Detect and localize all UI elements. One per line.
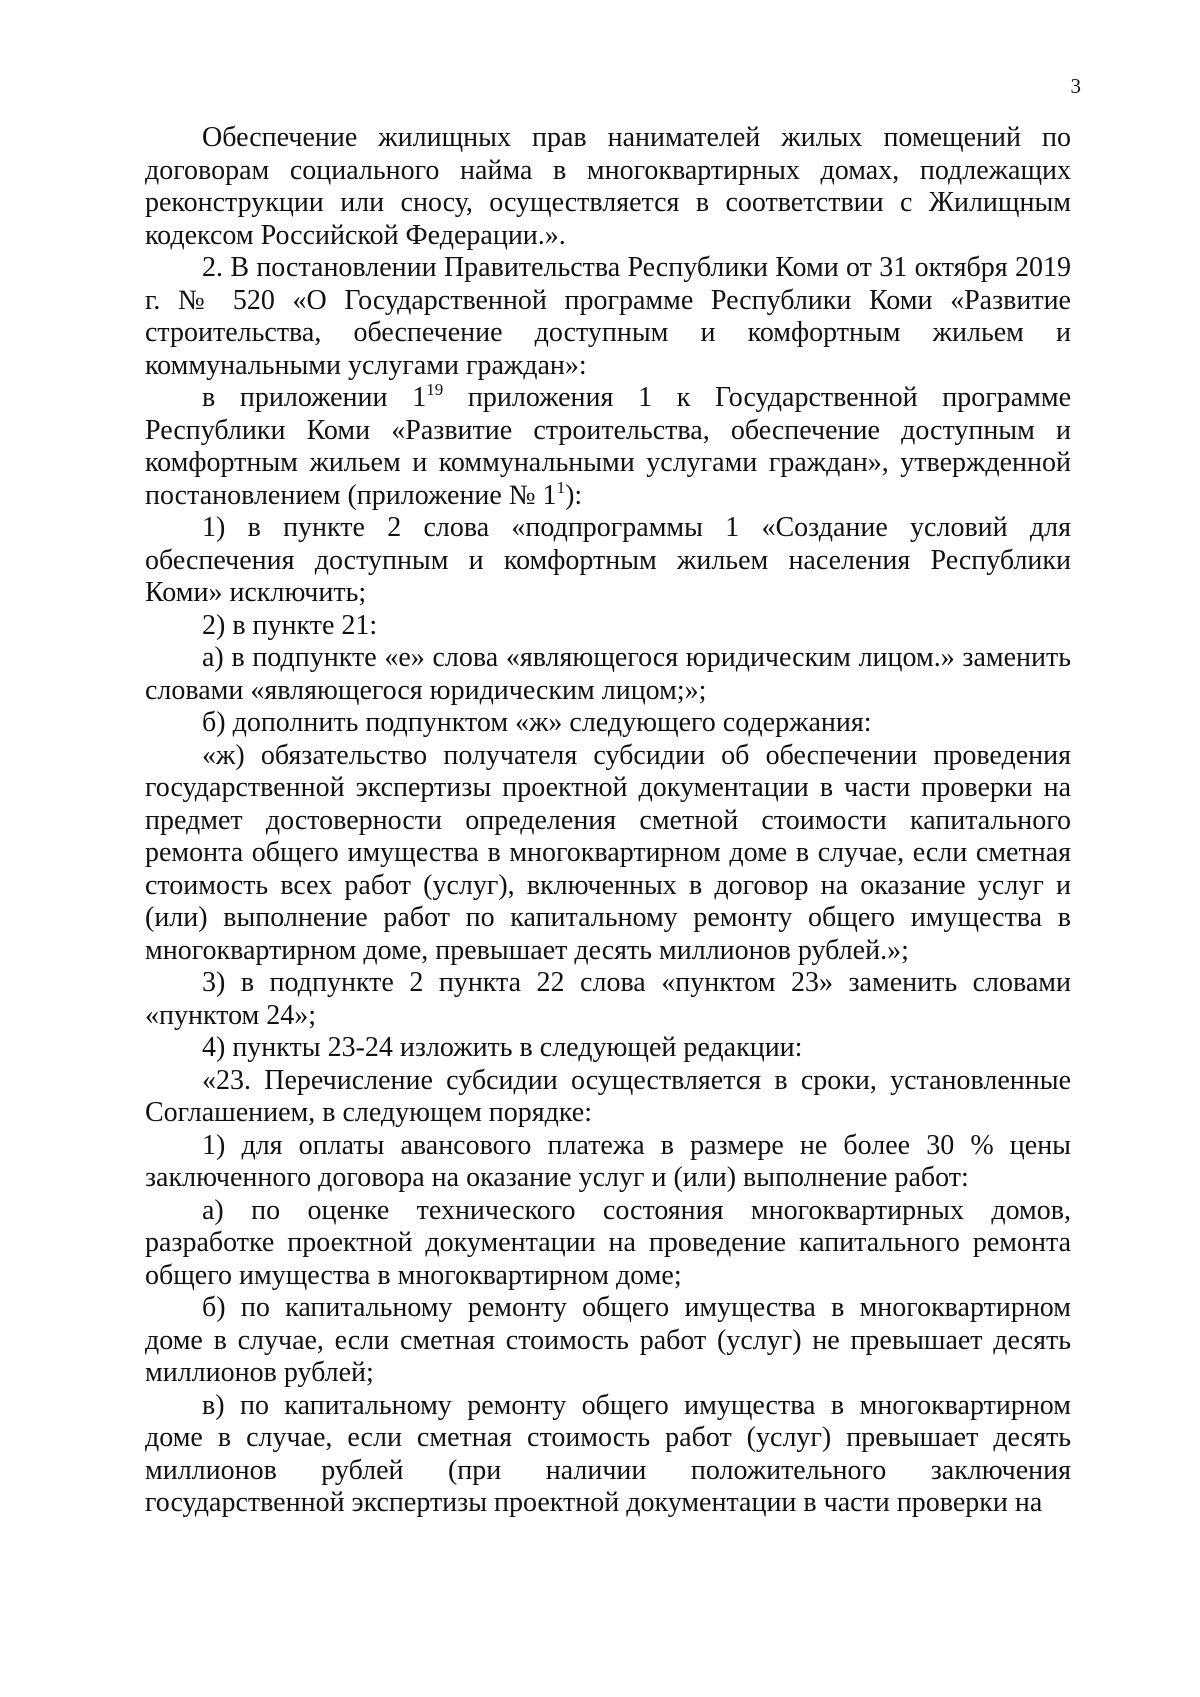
paragraph-subitem-2b: б) дополнить подпунктом «ж» следующего содержания:: [202, 707, 872, 738]
paragraph-appendix-text-middle: приложения 1 к Государственной программе Республики Коми «Развитие строительства, обеспечение доступным и комфортным жильем и коммунальными услугами граждан», утвержденной постановлением (приложение № 1: [145, 382, 1071, 511]
superscript-1: 1: [556, 477, 566, 497]
paragraph-subitem-zh: «ж) обязательство получателя субсидии об обеспечении проведения государственной экспертизы проектной документации в части проверки на предмет достоверности определения сметной стоимости капитального ремонта общего имущества в многоквартирном доме в случае, если сметная стоимость всех работ (услуг), включенных в договор на оказание услуг и (или) выполнение работ по капитальному ремонту общего имущества в многоквартирном доме, превышает десять миллионов рублей.»;: [145, 739, 1071, 966]
paragraph-item-23: «23. Перечисление субсидии осуществляется в сроки, установленные Соглашением, в следующем порядке:: [145, 1064, 1071, 1128]
superscript-19: 19: [426, 380, 444, 399]
paragraph-subitem-3: 3) в подпункте 2 пункта 22 слова «пунктом 23» заменить словами «пунктом 24»;: [145, 967, 1071, 1031]
page-number: 3: [1070, 74, 1081, 98]
paragraph-item-23-1a: а) по оценке технического состояния многоквартирных домов, разработке проектной документации на проведение капитального ремонта общего имущества в многоквартирном доме;: [145, 1194, 1071, 1291]
document-body: [145, 122, 1071, 1520]
paragraph-subitem-2a: а) в подпункте «е» слова «являющегося юридическим лицом.» заменить словами «являющегося юридическим лицом;»;: [145, 642, 1071, 706]
paragraph-housing-rights: Обеспечение жилищных прав нанимателей жилых помещений по договорам социального найма в многоквартирных домах, подлежащих реконструкции или сносу, осуществляется в соответствии с Жилищным кодексом Российской Федерации.».: [145, 122, 1071, 251]
paragraph-subitem-4: 4) пункты 23-24 изложить в следующей редакции:: [202, 1032, 803, 1063]
paragraph-item-23-1: 1) для оплаты авансового платежа в размере не более 30 % цены заключенного договора на оказание услуг и (или) выполнение работ:: [145, 1129, 1071, 1193]
paragraph-subitem-1: 1) в пункте 2 слова «подпрограммы 1 «Создание условий для обеспечения доступным и комфортным жильем населения Республики Коми» исключить;: [145, 512, 1071, 608]
paragraph-appendix-text-end: ):: [565, 479, 583, 511]
paragraph-item-23-1v: в) по капитальному ремонту общего имущества в многоквартирном доме в случае, если сметная стоимость работ (услуг) превышает десять миллионов рублей (при наличии положительного заключения государственной экспертизы проектной документации в части проверки на: [145, 1389, 1071, 1518]
paragraph-subitem-2: 2) в пункте 21:: [202, 609, 378, 641]
paragraph-item-23-1b: б) по капитальному ремонту общего имущества в многоквартирном доме в случае, если сметная стоимость работ (услуг) не превышает десять миллионов рублей;: [145, 1292, 1071, 1388]
paragraph-appendix-text-start: в приложении 1: [202, 382, 427, 413]
paragraph-appendix: [145, 382, 1071, 512]
paragraph-item-2: 2. В постановлении Правительства Республики Коми от 31 октября 2019 г. № 520 «О Государственной программе Республики Коми «Развитие строительства, обеспечение доступным и комфортным жильем и коммунальными услугами граждан»:: [145, 252, 1071, 381]
